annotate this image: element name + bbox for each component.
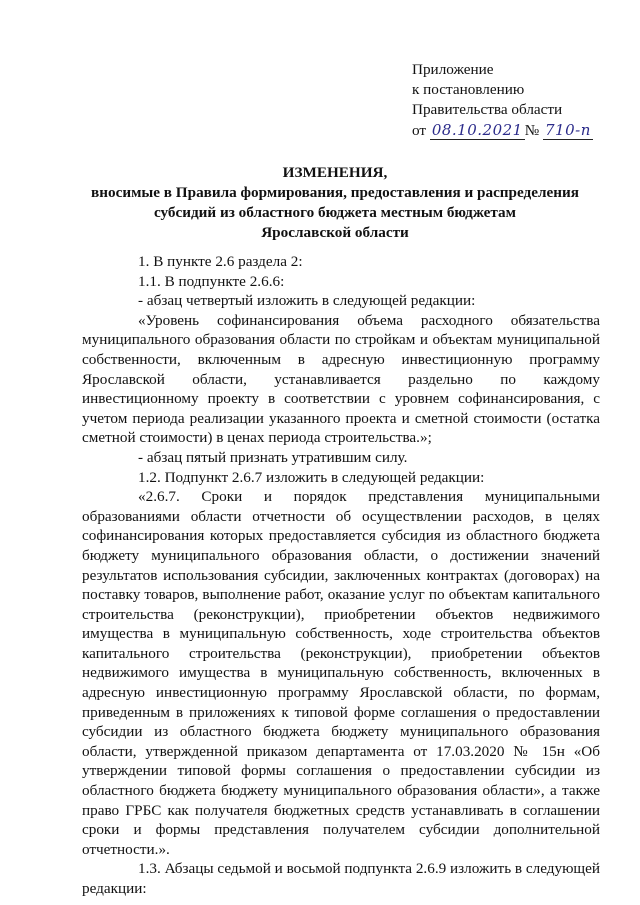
- paragraph: «2.6.7. Сроки и порядок представления муниципальными образованиями области отчетности об осуществлении расходов, в целях софинансирования которых предоставляется субсидия из областного бюджета бюджету муниципального образования области, о достижении значений результатов использования субсидии, заключенных контрактах (договорах) на поставку товаров, выполнение работ, оказание услуг по объектам капитального строительства (реконструкции), приобретении объектов недвижимого имущества в муниципальную собственность, ходе строительства объектов капитального строительства (реконструкции), приобретении объектов недвижимого имущества в муниципальную собственность, включенных в адресную инвестиционную программу Ярославской области, по формам, приведенным в приложениях к типовой форме соглашения о предоставлении субсидии из областного бюджета бюджету муниципального образования области, утвержденной приказом департамента от 17.03.2020 № 15н «Об утверждении типовой формы соглашения о предоставлении субсидии из областного бюджета бюджету муниципального образования области», а также право ГРБС как получателя бюджетных средств устанавливать в соглашении сроки и формы представления получателем субсидии дополнительной отчетности.».: [82, 488, 600, 858]
- paragraph: «Уровень софинансирования объема расходного обязательства муниципального образования области по стройкам и объектам муниципальной собственности, включенным в адресную инвестиционную программу Ярославской области, устанавливается раздельно по каждому инвестиционному проекту в соответствии с уровнем софинансирования, с учетом периода реализации указанного проекта и сметной стоимости (остатка сметной стоимости) в ценах периода строительства.»;: [82, 311, 600, 447]
- number-sign: №: [524, 122, 540, 139]
- appendix-line-1: Приложение: [412, 61, 494, 78]
- appendix-line-2: к постановлению: [412, 81, 525, 98]
- title-line-3: Ярославской области: [261, 224, 409, 241]
- paragraph: - абзац пятый признать утратившим силу.: [138, 448, 408, 466]
- paragraph: 1.1. В подпункте 2.6.6:: [138, 272, 285, 290]
- appendix-date-line: [412, 120, 622, 141]
- paragraph: - абзац четвертый изложить в следующей редакции:: [138, 292, 476, 310]
- handwritten-number: 710-п: [545, 121, 591, 139]
- document-title: [70, 163, 600, 243]
- title-line-2: субсидий из областного бюджета местным бюджетам: [153, 204, 516, 221]
- paragraph: 1.2. Подпункт 2.6.7 изложить в следующей редакции:: [138, 468, 485, 486]
- document-body: [82, 252, 600, 899]
- paragraph: 1. В пункте 2.6 раздела 2:: [138, 253, 303, 270]
- appendix-from-label: от: [412, 122, 427, 139]
- title-line-1: вносимые в Правила формирования, предоставления и распределения: [91, 184, 579, 201]
- title-heading: ИЗМЕНЕНИЯ,: [282, 164, 388, 181]
- appendix-block: [412, 60, 622, 141]
- paragraph: 1.3. Абзацы седьмой и восьмой подпункта 2.6.9 изложить в следующей редакции:: [82, 860, 600, 897]
- appendix-line-3: Правительства области: [412, 101, 563, 118]
- handwritten-date: 08.10.2021: [431, 121, 523, 139]
